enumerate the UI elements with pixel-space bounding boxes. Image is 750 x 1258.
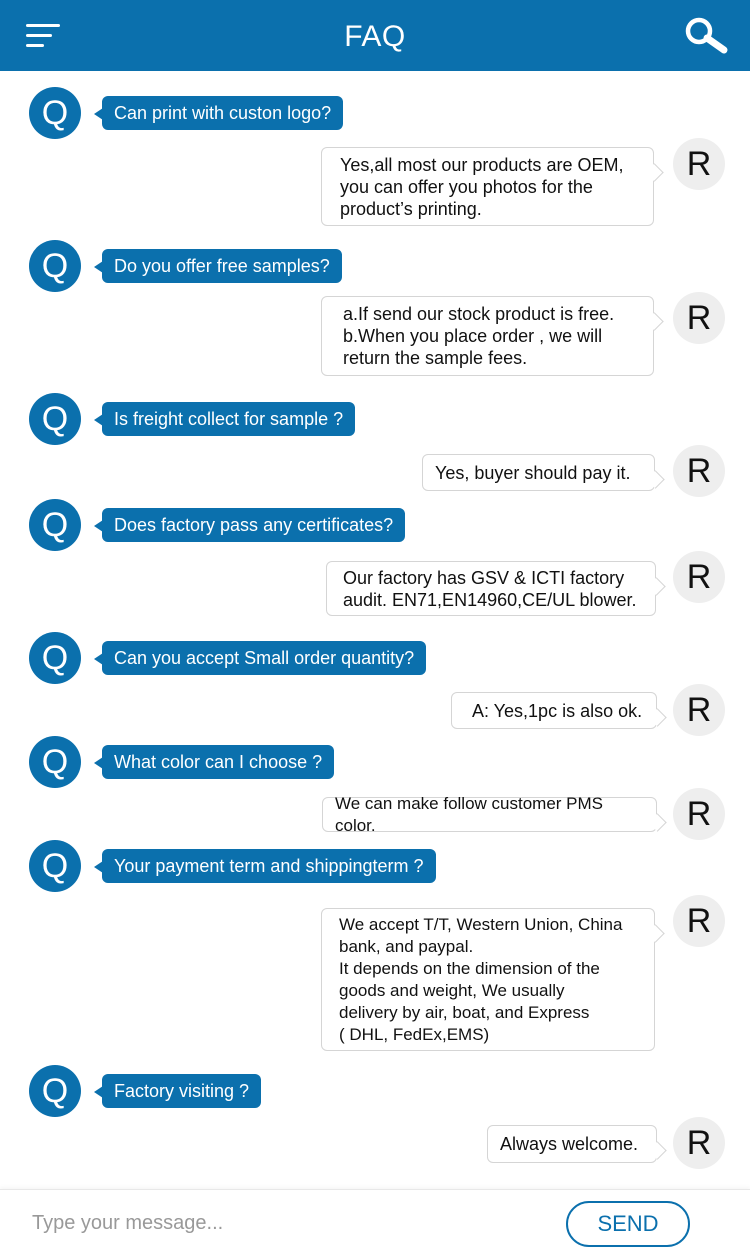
- reply-text: We accept T/T, Western Union, China bank, and paypal. It depends on the dimension of the goods and weight, We usually delivery by air, boat, and Express ( DHL, FedEx,EMS): [339, 914, 623, 1044]
- message-input[interactable]: [30, 1204, 534, 1242]
- search-icon[interactable]: [682, 16, 730, 56]
- reply-bubble: [451, 692, 657, 729]
- question-bubble: Can you accept Small order quantity?: [102, 641, 426, 675]
- reply-avatar: R: [673, 684, 725, 736]
- reply-bubble: [326, 561, 656, 616]
- app-header: [0, 0, 750, 71]
- question-bubble: Do you offer free samples?: [102, 249, 342, 283]
- reply-text: Always welcome.: [500, 1134, 639, 1154]
- question-avatar: Q: [29, 736, 81, 788]
- faq-conversation: [0, 71, 750, 1189]
- question-avatar: Q: [29, 632, 81, 684]
- question-bubble: Can print with custon logo?: [102, 96, 343, 130]
- reply-text: a.If send our stock product is free. b.When you place order , we will return the sample fees.: [343, 304, 615, 368]
- reply-bubble: [321, 296, 654, 376]
- reply-bubble: [422, 454, 655, 491]
- message-composer: [0, 1189, 750, 1258]
- question-bubble: What color can I choose ?: [102, 745, 334, 779]
- question-avatar: Q: [29, 499, 81, 551]
- question-avatar: Q: [29, 87, 81, 139]
- question-avatar: Q: [29, 1065, 81, 1117]
- reply-bubble: [487, 1125, 657, 1163]
- reply-avatar: R: [673, 551, 725, 603]
- question-bubble: Factory visiting ?: [102, 1074, 261, 1108]
- reply-bubble: [321, 147, 654, 226]
- question-bubble: Is freight collect for sample ?: [102, 402, 355, 436]
- question-avatar: Q: [29, 393, 81, 445]
- question-avatar: Q: [29, 840, 81, 892]
- question-avatar: Q: [29, 240, 81, 292]
- reply-avatar: R: [673, 1117, 725, 1169]
- reply-text: We can make follow customer PMS color.: [335, 793, 603, 835]
- page-title: FAQ: [344, 20, 406, 53]
- question-bubble: Does factory pass any certificates?: [102, 508, 405, 542]
- reply-text: Yes,all most our products are OEM, you can offer you photos for the product’s printing.: [340, 154, 624, 219]
- send-button[interactable]: SEND: [566, 1201, 690, 1247]
- reply-avatar: R: [673, 788, 725, 840]
- reply-text: A: Yes,1pc is also ok.: [472, 700, 643, 721]
- reply-avatar: R: [673, 895, 725, 947]
- reply-avatar: R: [673, 138, 725, 190]
- reply-bubble: [322, 793, 657, 835]
- reply-text: Our factory has GSV & ICTI factory audit. EN71,EN14960,CE/UL blower.: [343, 567, 637, 610]
- question-bubble: Your payment term and shippingterm ?: [102, 849, 436, 883]
- reply-avatar: R: [673, 292, 725, 344]
- reply-bubble: [321, 908, 655, 1051]
- reply-text: Yes, buyer should pay it.: [435, 462, 631, 483]
- reply-avatar: R: [673, 445, 725, 497]
